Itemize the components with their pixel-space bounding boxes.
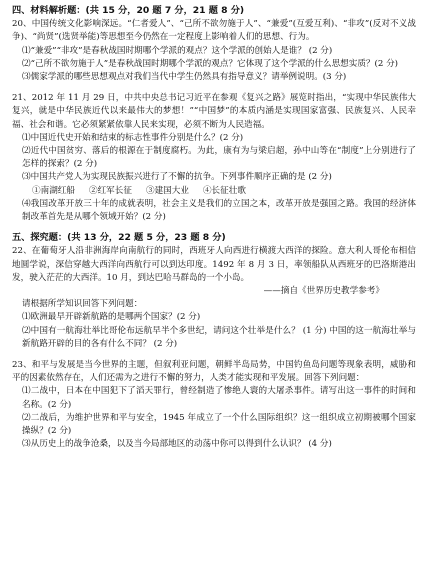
question-21-stem: 21、2012 年 11 月 29 日，中共中央总书记习近平在参观《复兴之路》展览时指出，“实现中华民族伟大复兴，就是中华民族近代以来最伟大的梦想！”“中国梦”的本质内涵是实现国家富强、民族复兴、人民幸福、社会和谐。它必须紧紧依靠人民来实现，必须不断为人民造福。: [12, 93, 416, 130]
question-21-sub-3: ⑶中国共产党人为实现民族振兴进行了不懈的抗争。下列事件顺序正确的是 (2 分): [22, 172, 332, 183]
question-22-source: ——摘自《世界历史教学参考》: [263, 286, 384, 297]
question-20-sub-1: ⑴“兼爱”“非攻”是春秋战国时期哪个学派的观点？这个学派的创始人是谁？ (2 分): [22, 45, 333, 56]
option-3: ③建国大业: [145, 185, 189, 196]
question-23-sub-2: ⑵二战后，为维护世界和平与安全，1945 年成立了一个什么国际组织？这一组织成立初期被哪个国家操纵？(2 分): [22, 412, 416, 437]
question-22-sub-2: ⑵中国有一航海壮举比哥伦布远航早半个多世纪，请问这个壮举是什么？ (1 分) 中国的这一航海壮举与新航路开辟的目的各有什么不同？ (2 分): [22, 325, 416, 349]
question-23-stem: 23、和平与发展是当今世界的主题，但叙利亚问题，朝鲜半岛局势，中国钓鱼岛问题等现象表明，威胁和平的因素依然存在，人们还需为之进行不懈的努力，人类才能实现和平发展。回答下列问题：: [12, 360, 416, 384]
spacer: [12, 84, 416, 92]
question-21-sub-4: ⑷我国改革开放三十年的成就表明，社会主义是我们的立国之本，改革开放是强国之路。我国的经济体制改革首先是从哪个领域开始？(2 分): [22, 198, 416, 223]
question-20-stem: 20、中国传统文化影响深远。“仁者爱人”、“己所不欲勿施于人”、“兼爱”(互爱互利)、“非攻”(反对不义战争)、“尚贤”(选贤举能)等思想至今仍然在一定程度上影响着人们的思想、行为。: [12, 19, 416, 43]
option-1: ①南湖红船: [32, 185, 75, 196]
question-20-sub-2: ⑵“己所不欲勿施于人”是春秋战国时期哪个学派的观点？它体现了这个学派的什么思想实质？(2 分): [22, 58, 399, 69]
option-4: ④长征壮歌: [202, 185, 246, 196]
question-21-sub-2: ⑵近代中国贫穷、落后的根源在于制度腐朽。为此，康有为与梁启超，孙中山等在“制度”上分别进行了怎样的探索？(2 分): [22, 146, 416, 170]
question-22-lead: 请根据所学知识回答下列问题：: [22, 299, 143, 310]
question-23-sub-1: ⑴二战中，日本在中国犯下了滔天罪行，曾经制造了惨绝人寰的大屠杀事件。请写出这一事件的时间和名称。(2 分): [22, 386, 416, 410]
question-22-sub-1: ⑴欧洲最早开辟新航路的是哪两个国家？(2 分): [22, 312, 201, 323]
section-5-title: 五、探究题：(共 13 分，22 题 5 分，23 题 8 分): [12, 232, 226, 244]
question-20-sub-3: ⑶儒家学派的哪些思想观点对我们当代中学生仍然具有指导意义？请举例说明。(3 分): [22, 72, 347, 83]
question-23-sub-3: ⑶从历史上的战争沧桑，以及当今局部地区的动荡中你可以得到什么认识？ (4 分): [22, 439, 332, 450]
spacer: [12, 351, 416, 359]
option-2: ②红军长征: [88, 185, 132, 196]
question-21-options: [12, 185, 416, 198]
question-22-stem: 22、在葡萄牙人沿非洲海岸向南航行的同时，西班牙人向西进行横渡大西洋的探险。意大利人哥伦布相信地圆学说，深信穿越大西洋向西航行可以到达印度。1492 年 8 月 3 日，率领船队从西班牙的巴洛斯港出发，驶入茫茫的大西洋。10 月，到达巴哈马群岛的一个小岛。: [12, 246, 416, 283]
question-21-sub-1: ⑴中国近代史开始和结束的标志性事件分别是什么？(2 分): [22, 132, 244, 143]
section-4-title: 四、材料解析题：(共 15 分，20 题 7 分，21 题 8 分): [12, 5, 245, 16]
